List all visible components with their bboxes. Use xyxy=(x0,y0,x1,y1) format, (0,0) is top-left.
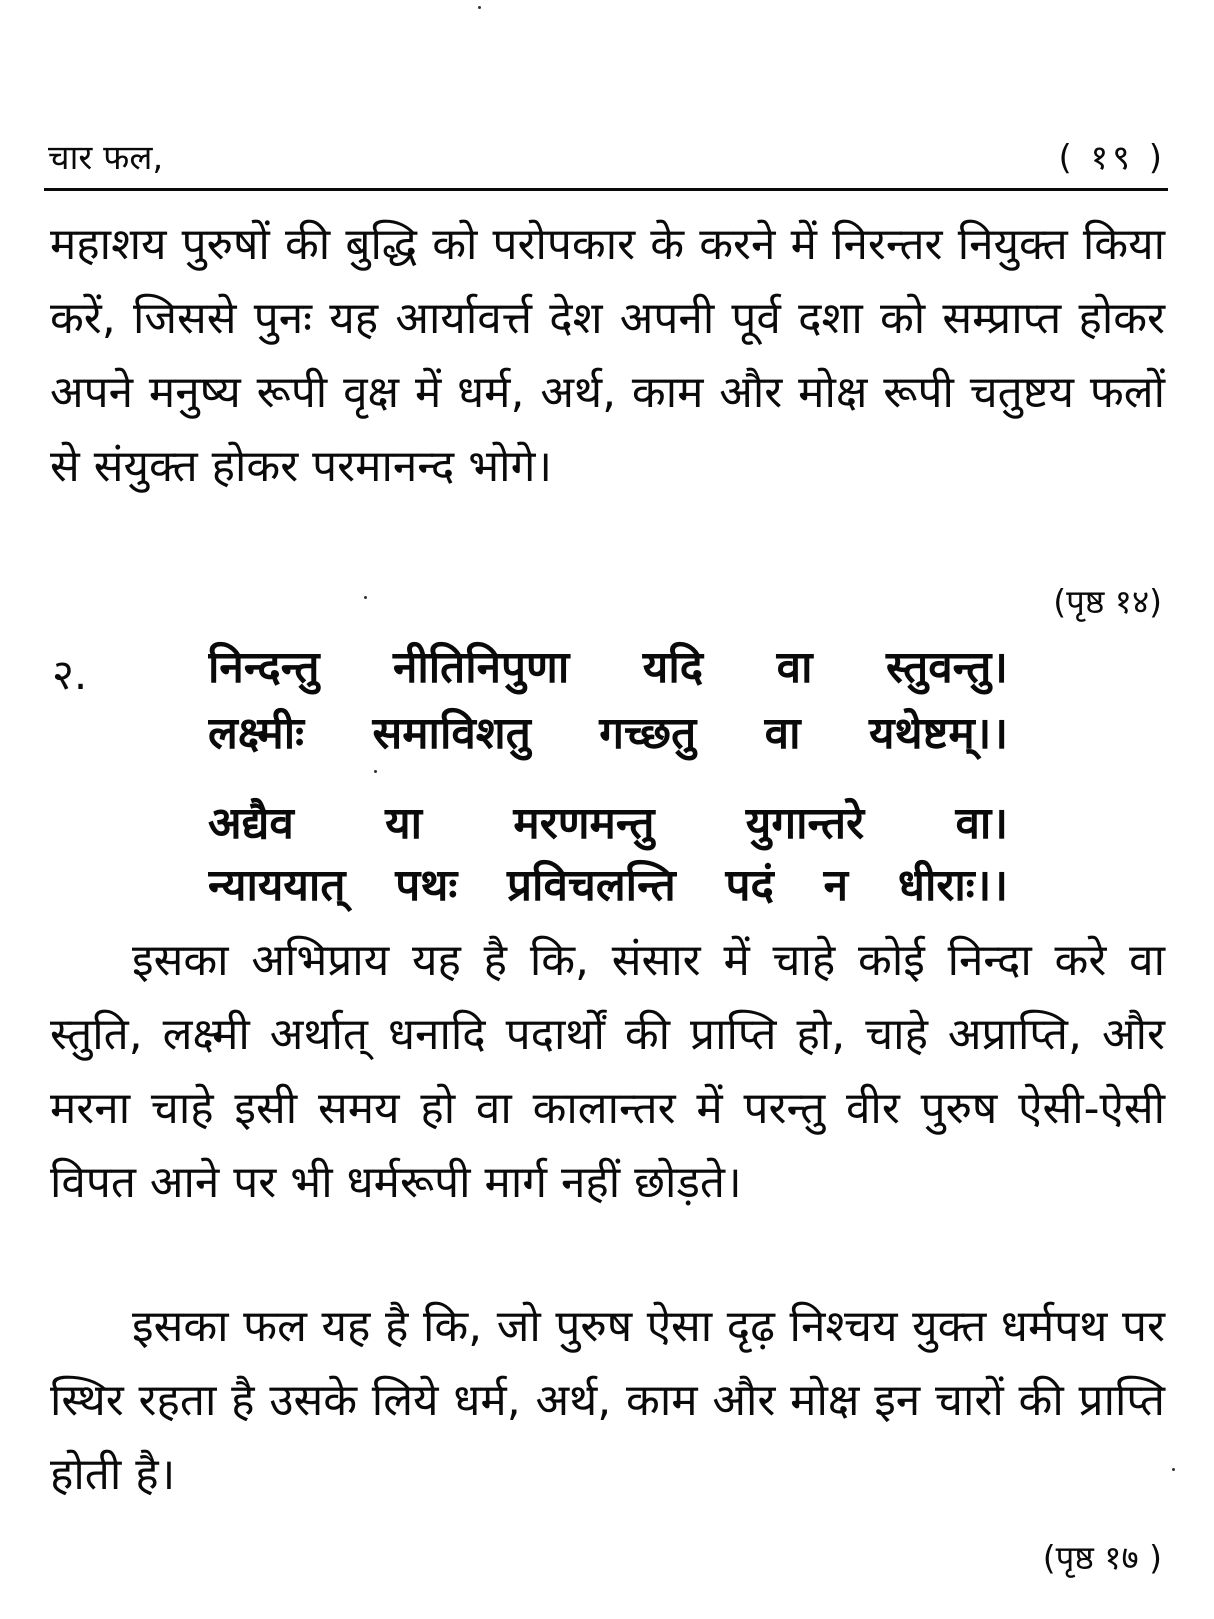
verse-line-1: निन्दन्तु नीतिनिपुणा यदि वा स्तुवन्तु। xyxy=(208,642,1008,693)
header-rule xyxy=(44,188,1168,191)
paragraph-3: इसका फल यह है कि, जो पुरुष ऐसा दृढ़ निश्चय युक्त धर्मपथ पर स्थिर रहता है उसके लिये धर्म, अर्थ, काम और मोक्ष इन चारों की प्राप्ति होती है। xyxy=(50,1301,1165,1500)
verse-line-2: लक्ष्मीः समाविशतु गच्छतु वा यथेष्टम्।। xyxy=(208,708,1008,759)
running-head: चार फल, xyxy=(48,138,164,178)
scan-speck xyxy=(478,6,481,9)
verse-line-4: न्याययात् पथः प्रविचलन्ति पदं न धीराः।। xyxy=(208,860,1008,911)
paragraph-1: महाशय पुरुषों की बुद्धि को परोपकार के करने में निरन्तर नियुक्त किया करें, जिससे पुनः यह आर्यावर्त्त देश अपनी पूर्व दशा को सम्प्राप्त होकर अपने मनुष्य रूपी वृक्ष में धर्म, अर्थ, काम और मोक्ष रूपी चतुष्टय फलों से संयुक्त होकर परमानन्द भोगे। xyxy=(50,219,1165,492)
scan-speck xyxy=(364,596,367,599)
scan-speck xyxy=(374,770,377,773)
scan-speck xyxy=(1172,1468,1175,1471)
paragraph-2: इसका अभिप्राय यह है कि, संसार में चाहे कोई निन्दा करे वा स्तुति, लक्ष्मी अर्थात् धनादि पदार्थों की प्राप्ति हो, चाहे अप्राप्ति, और मरना चाहे इसी समय हो वा कालान्तर में परन्तु वीर पुरुष ऐसी-ऐसी विपत आने पर भी धर्मरूपी मार्ग नहीं छोड़ते। xyxy=(50,935,1165,1208)
page-reference-1: (पृष्ठ १४) xyxy=(1053,582,1162,621)
page-reference-2: (पृष्ठ १७ ) xyxy=(1042,1538,1162,1577)
page-number: ( १९ ) xyxy=(1058,138,1166,178)
verse-number: २. xyxy=(52,650,88,699)
page-header xyxy=(48,136,1166,186)
verse-line-3: अद्यैव या मरणमन्तु युगान्तरे वा। xyxy=(208,798,1008,849)
